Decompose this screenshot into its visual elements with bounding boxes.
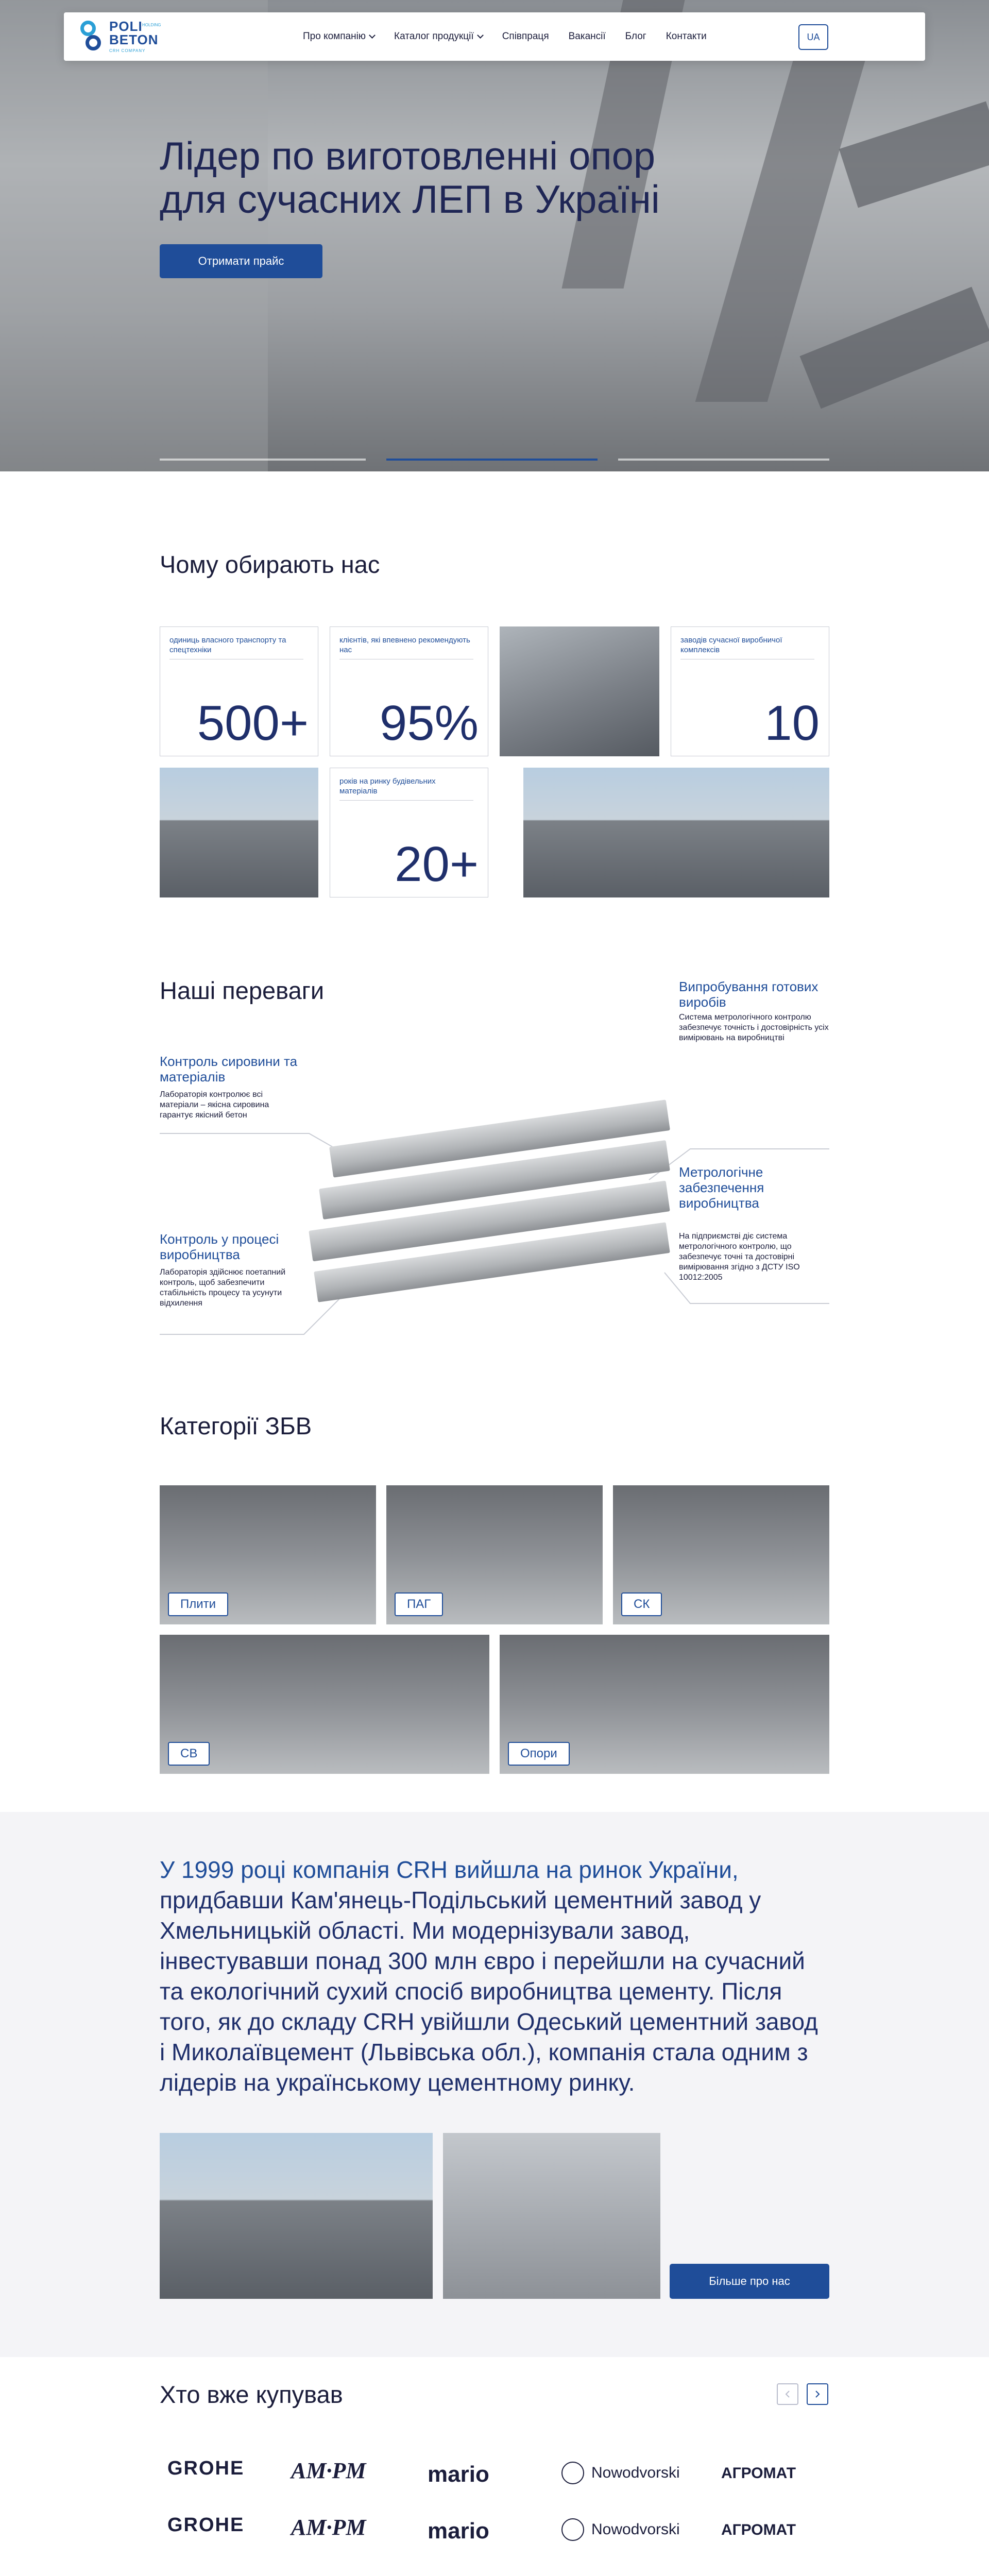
carousel-next-button[interactable] [807,2383,828,2405]
advantage-title: Метрологічне забезпечення виробництва [679,1164,764,1211]
brand-logo-grohe: GROHE [167,2458,245,2479]
nowodvorski-icon [561,2462,584,2484]
chevron-down-icon [369,32,376,39]
category-label: СВ [168,1742,210,1766]
stat-value: 500+ [197,696,309,751]
stat-value: 95% [379,696,479,751]
chevron-right-icon [814,2391,821,2398]
stat-value: 10 [764,696,820,751]
category-label: ПАГ [395,1592,443,1616]
brand-logo-nowodvorski: Nowodvorski [561,2518,680,2541]
about-text [160,1855,829,2098]
hero-section [0,0,989,471]
slider-indicator[interactable] [160,459,366,461]
brand-logo-mario: mario [428,2462,489,2487]
advantage-text: На підприємстві діє система метрологічного контролю, що забезпечує точні та достовірні вимірювання згідно з ДСТУ ISO 10012:2005 [679,1232,800,1282]
category-card-pag[interactable] [386,1485,603,1624]
stat-label: років на ринку будівельних матеріалів [339,776,473,801]
clients-title: Хто вже купував [160,2381,343,2408]
nowodvorski-icon [561,2518,584,2541]
stat-card [330,768,488,897]
advantage-text: Лабораторія здійснює поетапний контроль, щоб забезпечити стабільність процесу та усунути відхилення [160,1268,286,1308]
category-label: Опори [508,1742,570,1766]
nav-item-contacts[interactable]: Контакти [666,31,707,42]
hero-title: Лідер по виготовленні опор для сучасних ЛЕП в Україні [160,134,660,222]
bridge-photo [523,768,829,897]
category-label: СК [621,1592,662,1616]
logo-badge: HOLDING [142,23,161,27]
nav-item-about[interactable]: Про компанію [303,31,374,42]
brand-logo-agromat: АГРОМАТ [721,2521,796,2538]
nav-menu [303,31,726,42]
stat-card [671,626,829,756]
advantage-title: Випробування готових виробів [679,979,819,1010]
advantage-title: Контроль сировини та матеріалів [160,1054,298,1084]
brand-logo-mario: mario [428,2518,489,2544]
category-card-sv[interactable] [160,1635,489,1774]
chevron-down-icon [477,32,484,39]
about-body-text: придбавши Кам'янець-Подільський цементний завод у Хмельницькій області. Ми модернізували завод, інвестувавши понад 300 млн євро і перейшли на сучасний та екологічний сухий спосіб виробництва цементу. Після того, як до складу CRH увійшли Одеський цементний завод і Миколаївцемент (Львівська обл.), компанія стала одним з лідерів на українському цементному ринку. [160,1887,818,2096]
logo-mark-icon [80,21,104,53]
advantages-title: Наші переваги [160,977,325,1004]
brand-logo-agromat: АГРОМАТ [721,2465,796,2482]
advantage-text: Лабораторія контролює всі матеріали – якісна сировина гарантує якісний бетон [160,1090,269,1120]
get-price-button[interactable]: Отримати прайс [160,244,322,278]
brand-logo-amp: AM·PM [291,2515,366,2540]
category-card-supports[interactable] [500,1635,829,1774]
logo-subtitle: CRH COMPANY [109,48,146,53]
logo-text-bottom: BETON [109,32,159,47]
chevron-left-icon [784,2391,791,2398]
slider-indicator-active[interactable] [386,459,598,461]
categories-title: Категорії ЗБВ [160,1412,312,1439]
hero-image-shape [0,0,268,471]
nav-item-cooperation[interactable]: Співпраця [502,31,549,42]
about-more-button[interactable]: Більше про нас [670,2264,829,2299]
building-photo [500,626,659,756]
brand-logo-nowodvorski: Nowodvorski [561,2462,680,2484]
stat-card [330,626,488,756]
language-switcher[interactable]: UA [798,24,828,50]
carousel-prev-button[interactable] [777,2383,798,2405]
category-card-plates[interactable] [160,1485,376,1624]
hero-image-shape [839,101,989,208]
logo-text-top: POLI [109,19,143,34]
nav-item-blog[interactable]: Блог [625,31,646,42]
factory-photo [160,2133,433,2299]
stat-label: клієнтів, які впевнено рекомендують нас [339,635,473,659]
category-card-sk[interactable] [613,1485,829,1624]
stat-label: одиниць власного транспорту та спецтехніки [169,635,303,659]
logo[interactable] [80,20,159,53]
why-title: Чому обирають нас [160,551,380,578]
hero-image-shape [800,287,989,409]
slider-indicator[interactable] [618,459,829,461]
stat-card [160,626,318,756]
advantages-connectors [155,1056,840,1345]
advantage-title: Контроль у процесі виробництва [160,1231,279,1262]
stat-value: 20+ [395,837,479,892]
nav-item-catalog[interactable]: Каталог продукції [394,31,483,42]
nav-item-vacancies[interactable]: Вакансії [568,31,606,42]
top-navigation [64,12,925,61]
category-label: Плити [168,1592,228,1616]
brand-logo-amp: AM·PM [291,2458,366,2483]
building-photo [160,768,318,897]
brand-logo-grohe: GROHE [167,2514,245,2536]
advantage-text: Система метрологічного контролю забезпечує точність і достовірність усіх вимірювань на виробництві [679,1013,829,1042]
about-accent-text: У 1999 році компанія CRH вийшла на ринок України, [160,1856,739,1883]
stat-label: заводів сучасної виробничої комплексів [680,635,814,659]
factory-photo [443,2133,660,2299]
